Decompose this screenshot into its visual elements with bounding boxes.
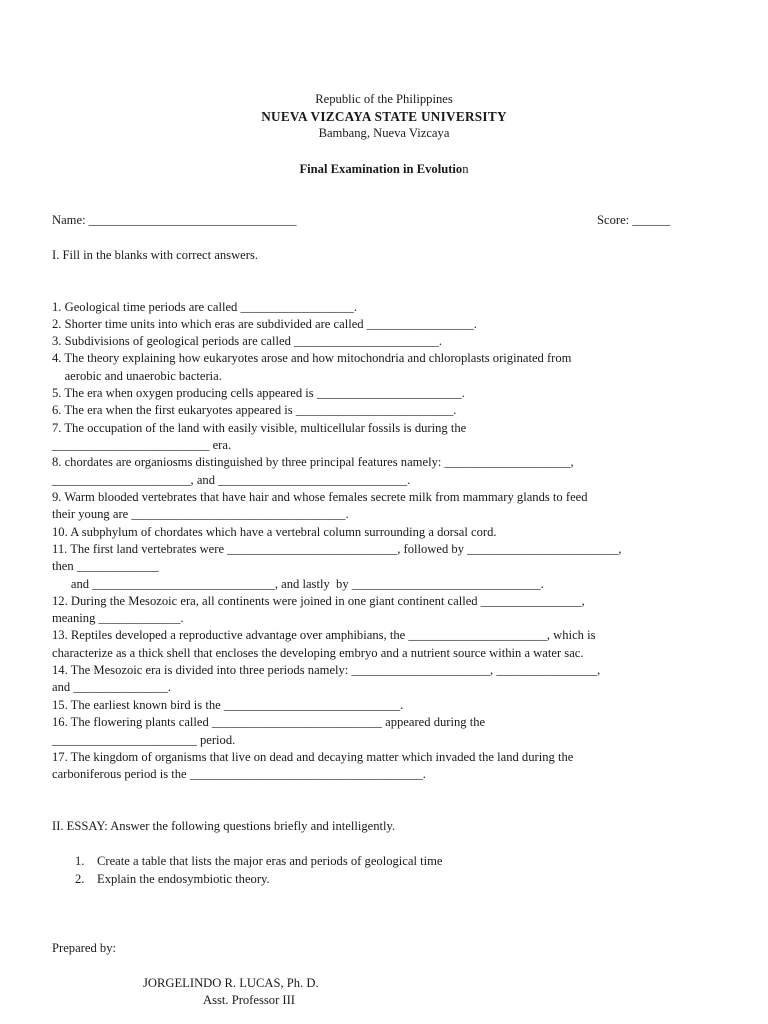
question-line: 16. The flowering plants called ___________________________ appeared during the bbox=[52, 715, 486, 729]
question-line: ______________________, and ______________________________. bbox=[52, 473, 411, 487]
question-line: 11. The first land vertebrates were ___________________________, followed by ________________________, bbox=[52, 542, 622, 556]
exam-title-bold: Final Examination in Evolutio bbox=[299, 162, 463, 176]
question-line: 17. The kingdom of organisms that live on dead and decaying matter which invaded the land during the bbox=[52, 750, 574, 764]
question-line: 1. Geological time periods are called __________________. bbox=[52, 300, 357, 314]
question-line: 15. The earliest known bird is the ____________________________. bbox=[52, 698, 404, 712]
question-line: then _____________ bbox=[52, 559, 159, 573]
question-line: characterize as a thick shell that encloses the developing embryo and a nutrient source within a water sac. bbox=[52, 646, 584, 660]
prepared-by-label: Prepared by: bbox=[52, 941, 116, 955]
name-field: Name: _________________________________ bbox=[52, 213, 297, 227]
exam-title bbox=[0, 162, 768, 177]
question-line: 13. Reptiles developed a reproductive advantage over amphibians, the ______________________, which is bbox=[52, 628, 596, 642]
part2-instruction: II. ESSAY: Answer the following questions briefly and intelligently. bbox=[52, 819, 396, 833]
question-line: their young are __________________________________. bbox=[52, 507, 349, 521]
question-line: 10. A subphylum of chordates which have a vertebral column surrounding a dorsal cord. bbox=[52, 525, 497, 539]
question-line: 7. The occupation of the land with easily visible, multicellular fossils is during the bbox=[52, 421, 467, 435]
question-line: _________________________ era. bbox=[52, 438, 232, 452]
question-line: 12. During the Mesozoic era, all continents were joined in one giant continent called ________________, bbox=[52, 594, 585, 608]
question-line: carboniferous period is the _____________________________________. bbox=[52, 767, 426, 781]
question-line: 4. The theory explaining how eukaryotes arose and how mitochondria and chloroplasts originated from bbox=[52, 351, 572, 365]
question-line: and _______________. bbox=[52, 680, 171, 694]
essay-number: 1. bbox=[75, 854, 85, 868]
question-line: aerobic and unaerobic bacteria. bbox=[52, 369, 222, 383]
essay-number: 2. bbox=[75, 872, 85, 886]
university-header: NUEVA VIZCAYA STATE UNIVERSITY bbox=[261, 109, 507, 124]
part1-instruction: I. Fill in the blanks with correct answers. bbox=[52, 248, 259, 262]
question-line: _______________________ period. bbox=[52, 733, 236, 747]
question-line: 14. The Mesozoic era is divided into three periods namely: ______________________, ________________, bbox=[52, 663, 601, 677]
essay-question: Create a table that lists the major eras and periods of geological time bbox=[97, 854, 443, 868]
question-line: 8. chordates are organiosms distinguished by three principal features namely: ____________________, bbox=[52, 455, 574, 469]
question-line: 2. Shorter time units into which eras are subdivided are called _________________. bbox=[52, 317, 477, 331]
location-header: Bambang, Nueva Vizcaya bbox=[318, 126, 450, 140]
question-line: 9. Warm blooded vertebrates that have hair and whose females secrete milk from mammary glands to feed bbox=[52, 490, 588, 504]
score-field: Score: ______ bbox=[597, 213, 671, 227]
question-line: meaning _____________. bbox=[52, 611, 184, 625]
question-line: 5. The era when oxygen producing cells appeared is _______________________. bbox=[52, 386, 465, 400]
country-header: Republic of the Philippines bbox=[315, 92, 453, 106]
essay-question: Explain the endosymbiotic theory. bbox=[97, 872, 270, 886]
question-line: 3. Subdivisions of geological periods are called _______________________. bbox=[52, 334, 443, 348]
preparer-name: JORGELINDO R. LUCAS, Ph. D. bbox=[143, 976, 319, 990]
exam-title-tail: n bbox=[462, 162, 469, 176]
preparer-position: Asst. Professor III bbox=[203, 993, 295, 1007]
question-line: 6. The era when the first eukaryotes appeared is _________________________. bbox=[52, 403, 457, 417]
question-line: and _____________________________, and lastly by ______________________________. bbox=[52, 577, 544, 591]
